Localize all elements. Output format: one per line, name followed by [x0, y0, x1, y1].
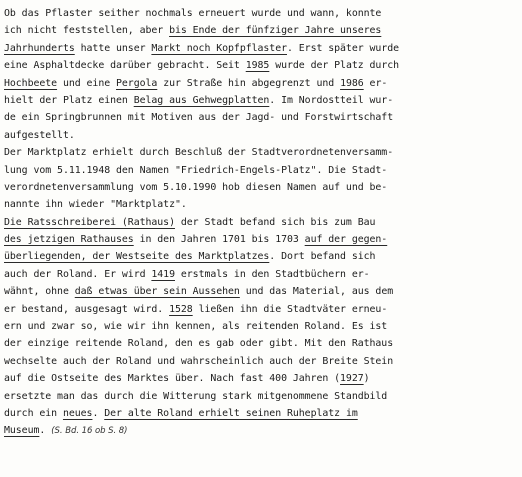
text-line [4, 57, 518, 74]
text-line [4, 301, 518, 318]
underlined-text: auf der gegen- [304, 234, 388, 246]
text-segment: . Im Nordostteil wur- [269, 94, 394, 106]
text-segment: auf die Ostseite des Marktes über. Nach fast 400 Jahren ( [4, 373, 341, 385]
text-segment: der Stadt befand sich bis zum Bau [174, 216, 376, 228]
underlined-text: Die Ratsschreiberei (Rathaus) [4, 216, 175, 228]
text-line [4, 370, 518, 387]
underlined-text: neues [62, 407, 93, 419]
underlined-text: bis Ende der fünfziger Jahre unseres [169, 25, 382, 37]
text-segment: ) [363, 373, 370, 385]
text-segment: und das Material, aus dem [239, 286, 394, 298]
text-line [4, 388, 518, 405]
text-segment: nannte ihn wieder "Marktplatz". [4, 199, 187, 211]
underlined-text: Jahrhunderts [4, 42, 75, 54]
underlined-text: 1419 [151, 268, 175, 280]
text-segment: zur Straße hin abgegrenzt und [157, 77, 341, 89]
text-segment: durch ein [4, 407, 63, 419]
text-line [4, 40, 518, 57]
underlined-text: Der alte Roland erhielt seinen Ruheplatz im [104, 407, 358, 419]
underlined-text: Museum [4, 425, 40, 437]
typewritten-text [4, 5, 518, 440]
handwritten-note: (S. Bd. 16 ob S. 8) [51, 426, 128, 437]
underlined-text: daß etwas über sein Aussehen [74, 286, 240, 298]
text-segment: Ob das Pflaster seither nochmals erneuert wurde und wann, konnte [4, 8, 382, 19]
text-segment: hielt der Platz einen [4, 94, 134, 106]
text-line [4, 109, 518, 126]
underlined-text: Pergola [116, 77, 158, 89]
text-line [4, 248, 518, 265]
text-segment: und eine [57, 77, 117, 89]
text-segment: in den Jahren 1701 bis 1703 [133, 234, 305, 246]
text-segment: eine Asphaltdecke darüber gebracht. Seit [4, 60, 246, 72]
underlined-text: des jetzigen Rathauses [4, 234, 134, 246]
text-segment: hatte unser [74, 42, 152, 54]
text-segment: . Dort befand sich [269, 251, 376, 263]
text-segment: er- [363, 77, 388, 89]
text-line [4, 231, 518, 248]
text-line [4, 196, 518, 213]
text-segment: . [92, 407, 105, 419]
text-segment: erstmals in den Stadtbüchern er- [174, 268, 370, 280]
text-line [4, 144, 518, 161]
text-segment: lung vom 5.11.1948 den Namen "Friedrich-Engels-Platz". Die Stadt- [4, 164, 388, 176]
text-segment: . [39, 425, 46, 437]
text-line [4, 75, 518, 92]
text-line [4, 214, 518, 231]
text-segment: verordnetenversammlung vom 5.10.1990 hob diesen Namen auf und be- [4, 181, 388, 193]
text-line [4, 127, 518, 144]
text-segment: wurde der Platz durch [269, 60, 400, 72]
underlined-text: 1985 [245, 60, 270, 72]
text-segment: ich nicht feststellen, aber [4, 25, 170, 37]
text-segment: wähnt, ohne [4, 286, 75, 298]
text-segment: ließen ihn die Stadtväter erneu- [192, 303, 388, 315]
underlined-text: Markt noch Kopfpflaster [151, 42, 287, 54]
text-line [4, 92, 518, 109]
text-segment: ersetzte man das durch die Witterung stark mitgenommene Standbild [4, 390, 388, 402]
text-line [4, 179, 518, 196]
text-line [4, 422, 518, 439]
text-line [4, 335, 518, 352]
underlined-text: 1528 [169, 303, 193, 315]
text-segment: ern und zwar so, wie wir ihn kennen, als reitenden Roland. Es ist [4, 321, 388, 333]
underlined-text: 1986 [340, 77, 364, 89]
text-segment: Der Marktplatz erhielt durch Beschluß der Stadtverordnetenversamm- [4, 147, 394, 159]
text-segment: auch der Roland. Er wird [4, 268, 152, 280]
text-segment: er bestand, ausgesagt wird. [4, 303, 170, 315]
underlined-text: überliegenden, der Westseite des Marktplatzes [4, 251, 270, 263]
text-line [4, 318, 518, 335]
underlined-text: Belag aus Gehwegplatten [133, 94, 270, 106]
underlined-text: 1927 [340, 373, 364, 385]
text-segment: der einzige reitende Roland, den es gab oder gibt. Mit den Rathaus [4, 338, 394, 350]
text-line [4, 22, 518, 39]
text-segment: de ein Springbrunnen mit Motiven aus der Jagd- und Forstwirtschaft [4, 112, 394, 124]
text-segment: wechselte auch der Roland und wahrscheinlich auch der Breite Stein [4, 355, 394, 367]
text-line [4, 266, 518, 283]
text-line [4, 405, 518, 422]
text-line [4, 5, 518, 22]
text-line [4, 353, 518, 370]
text-line [4, 162, 518, 179]
text-segment: . Erst später wurde [286, 42, 399, 54]
text-line [4, 283, 518, 300]
text-segment: aufgestellt. [4, 129, 75, 141]
underlined-text: Hochbeete [4, 77, 58, 89]
